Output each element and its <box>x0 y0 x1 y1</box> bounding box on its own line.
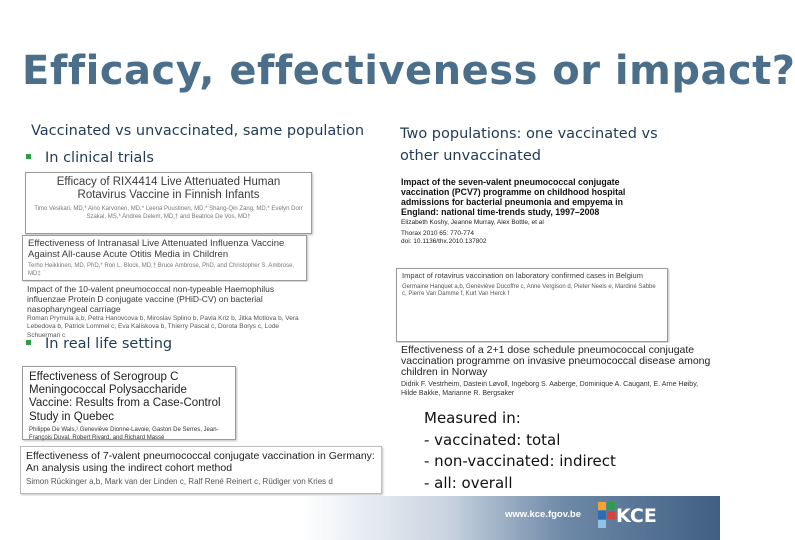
paper-authors: Germaine Hanquet a,b, Geneviève Ducoffre c, Anne Vergison d, Pieter Neels e, Mardiné Sabbe c, Pierre Van Damme f, Kurt Van Herck f <box>402 283 656 298</box>
paper-clip-phid-cv <box>22 282 310 339</box>
paper-authors: Roman Prymula a,b, Petra Hanovcova b, Miroslav Splino b, Pavla Kriz b, Jitka Motlova b, Vera Lebedova b, Patrick Lommel c, Eva Kaliskova b, Thierry Pascal c, Dorota Borys c, Lode Schuerman c <box>27 315 299 339</box>
bullet-real-life <box>26 336 172 352</box>
slide-title: Efficacy, effectiveness or impact? <box>22 48 795 94</box>
paper-authors: Timo Vesikari, MD,* Aino Karvonen, MD,* Leena Puustinen, MD,* Shang-Qin Zang, MD,* Evelyn Dorr Szakal, MS,* Andree Delem, MD,† and Beatrice De Vos, MD† <box>34 206 303 221</box>
bullet-label: In clinical trials <box>45 150 154 166</box>
paper-authors: Terho Heikkinen, MD, PhD,* Ron L. Block, MD,† Bruce Ambrose, PhD, and Christopher S. Ambrose, MD‡ <box>28 262 295 277</box>
paper-clip-meningococcal <box>22 366 236 440</box>
paper-title: Effectiveness of Intranasal Live Attenuated Influenza Vaccine Against All-cause Acute Otitis Media in Children <box>28 238 285 260</box>
paper-authors: Elizabeth Koshy, Jeanne Murray, Alex Bottle, et al <box>401 219 544 227</box>
paper-title: Effectiveness of 7-valent pneumococcal conjugate vaccination in Germany: An analysis using the indirect cohort method <box>26 450 375 475</box>
paper-clip-rotavirus-belgium <box>396 268 668 342</box>
logo-square-green <box>607 502 615 510</box>
paper-authors: Didrik F. Vestrheim, Dastein Løvoll, Ingeborg S. Aaberge, Dominique A. Caugant, E. Arne Høiby, Hilde Bakke, Marianne R. Bergsaker <box>401 381 699 397</box>
paper-clip-influenza <box>22 235 307 281</box>
measured-heading: Measured in: <box>424 409 521 427</box>
kce-logo-text: KCE <box>616 505 657 527</box>
paper-title: Effectiveness of a 2+1 dose schedule pneumococcal conjugate vaccination programme on invasive pneumococcal disease among children in Norway <box>401 344 711 379</box>
logo-square-red <box>607 511 615 519</box>
paper-clip-rotavirus <box>25 172 312 234</box>
bullet-clinical-trials <box>26 150 154 166</box>
paper-title: Impact of the 10-valent pneumococcal non-typeable Haemophilus influenzae Protein D conjugate vaccine (PHiD-CV) on bacterial nasopharyngeal carriage <box>27 284 275 314</box>
right-column-heading: Two populations: one vaccinated vs other unvaccinated <box>400 126 658 164</box>
paper-clip-pcv7-england <box>398 176 634 266</box>
paper-clip-norway <box>397 343 716 403</box>
measured-line-non-vaccinated: - non-vaccinated: indirect <box>424 452 616 470</box>
logo-square-lightblue <box>598 520 606 528</box>
paper-clip-germany-pcv7 <box>20 446 382 494</box>
bullet-label: In real life setting <box>45 336 173 352</box>
measured-line-all: - all: overall <box>424 473 513 492</box>
left-column-heading: Vaccinated vs unvaccinated, same population <box>31 123 365 139</box>
logo-square-blue <box>598 511 606 519</box>
paper-title: Effectiveness of Serogroup C Meningococcal Polysaccharide Vaccine: Results from a Case-Control Study in Quebec <box>29 371 221 423</box>
footer-url-link[interactable]: www.kce.fgov.be <box>505 509 582 520</box>
paper-authors: Simon Rückinger a,b, Mark van der Linden c, Ralf René Reinert c, Rüdiger von Kries d <box>26 477 333 487</box>
paper-doi: doi: 10.1136/thx.2010.137802 <box>401 237 487 245</box>
paper-title: Impact of the seven-valent pneumococcal conjugate vaccination (PCV7) programme on childhood hospital admissions for bacterial pneumonia and empyema in England: national time-trends study, 1997–2008 <box>401 177 626 217</box>
logo-square-orange <box>598 502 606 510</box>
measured-line-vaccinated: - vaccinated: total <box>424 430 561 449</box>
measured-in-box <box>424 408 616 494</box>
footer-bar <box>0 496 720 540</box>
bullet-marker <box>26 154 31 159</box>
paper-title: Impact of rotavirus vaccination on laboratory confirmed cases in Belgium <box>402 271 643 280</box>
paper-authors: Philippe De Wals,¹ Geneviève Dionne-Lavoie, Gaston De Serres, Jean-François Duval, Robert Rivard, and Richard Massé <box>29 426 219 441</box>
bullet-marker <box>26 340 31 345</box>
paper-journal: Thorax 2010 65: 770-774 <box>401 229 474 237</box>
paper-title: Efficacy of RIX4414 Live Attenuated Human Rotavirus Vaccine in Finnish Infants <box>56 176 281 202</box>
